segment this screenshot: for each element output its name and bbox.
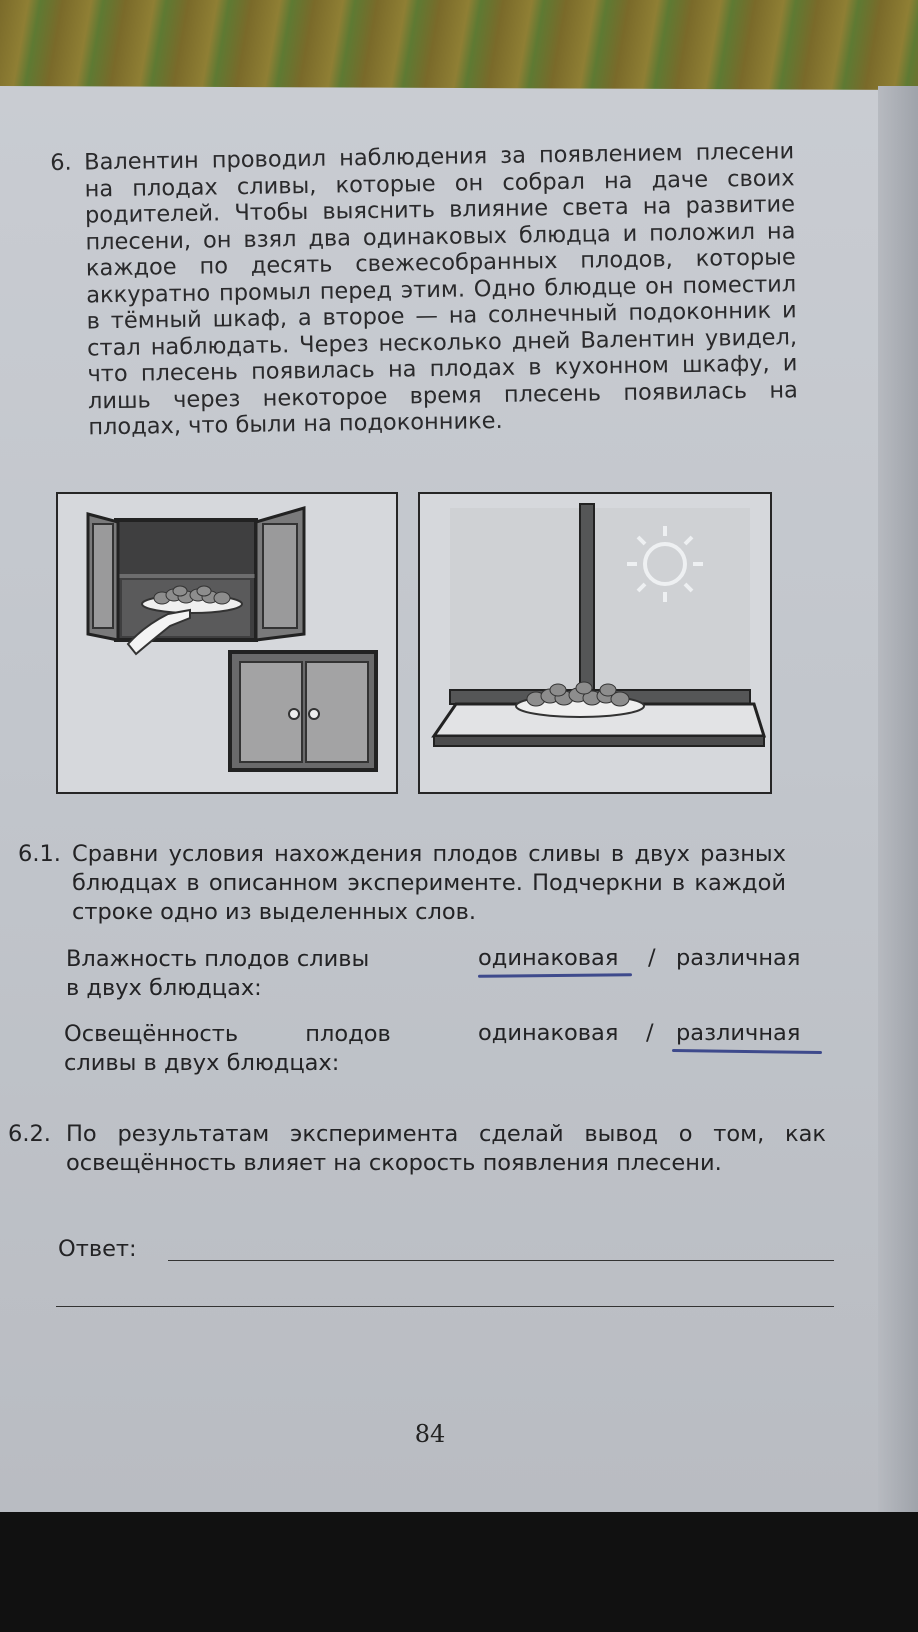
windowsill-with-plate-icon (418, 492, 772, 794)
question-6-1 (18, 840, 786, 927)
row-light-label-line1: Освещённость плодов (64, 1021, 391, 1047)
question-6-2-number: 6.2. (8, 1121, 51, 1147)
task-6-text: Валентин проводил наблюдения за появлением плесени на плодах сливы, которые он собрал на даче своих родителей. Чтобы выяснить влияние света на развитие плесени, он взял два одинаковых блюдца и положил на каждое по десять свежесобранных плодов, которые аккуратно промыл перед этим. Одно блюдце он поместил в тёмный шкаф, а второе — на солнечный подоконник и стал наблюдать. Через несколько дней Валентин увидел, что плесень появилась на плодах в кухонном шкафу, и лишь через некоторое время плесень появилась на плодах, что были на подоконнике. (83, 138, 799, 441)
question-6-2-text: По результатам эксперимента сделай вывод о том, как освещённость влияет на скорость появления плесени. (66, 1121, 826, 1176)
background-fabric (0, 0, 918, 100)
question-6-2 (8, 1120, 826, 1178)
row-humidity-label-line1: Влажность плодов сливы (66, 946, 370, 972)
row-humidity-separator: / (648, 945, 656, 971)
row-light-separator: / (646, 1020, 654, 1046)
row-humidity-option-different[interactable]: различная (676, 945, 801, 971)
illustrations (56, 492, 806, 790)
answer-label: Ответ: (58, 1236, 137, 1262)
task-6-number: 6. (50, 149, 72, 176)
row-humidity-label-line2: в двух блюдцах: (66, 975, 262, 1001)
row-humidity-option-same[interactable]: одинаковая (478, 945, 619, 971)
question-6-1-text: Сравни условия нахождения плодов сливы в двух разных блюдцах в описанном эксперименте. Подчеркни в каждой строке одно из выделенных слов. (72, 841, 786, 925)
row-light-label (64, 1020, 444, 1078)
cupboard-with-plate-icon (56, 492, 398, 794)
answer-line-1[interactable] (168, 1260, 834, 1261)
question-6-1-number: 6.1. (18, 841, 61, 867)
page-spine (878, 86, 918, 1512)
row-light-option-same[interactable]: одинаковая (478, 1020, 619, 1046)
background-dark (0, 1512, 918, 1632)
answer-line-2[interactable] (56, 1306, 834, 1307)
row-light-option-different[interactable]: различная (676, 1020, 801, 1046)
task-6 (50, 138, 798, 441)
page-number: 84 (414, 1420, 446, 1448)
row-humidity-label (66, 945, 446, 1003)
row-light-label-line2: сливы в двух блюдцах: (64, 1050, 340, 1076)
